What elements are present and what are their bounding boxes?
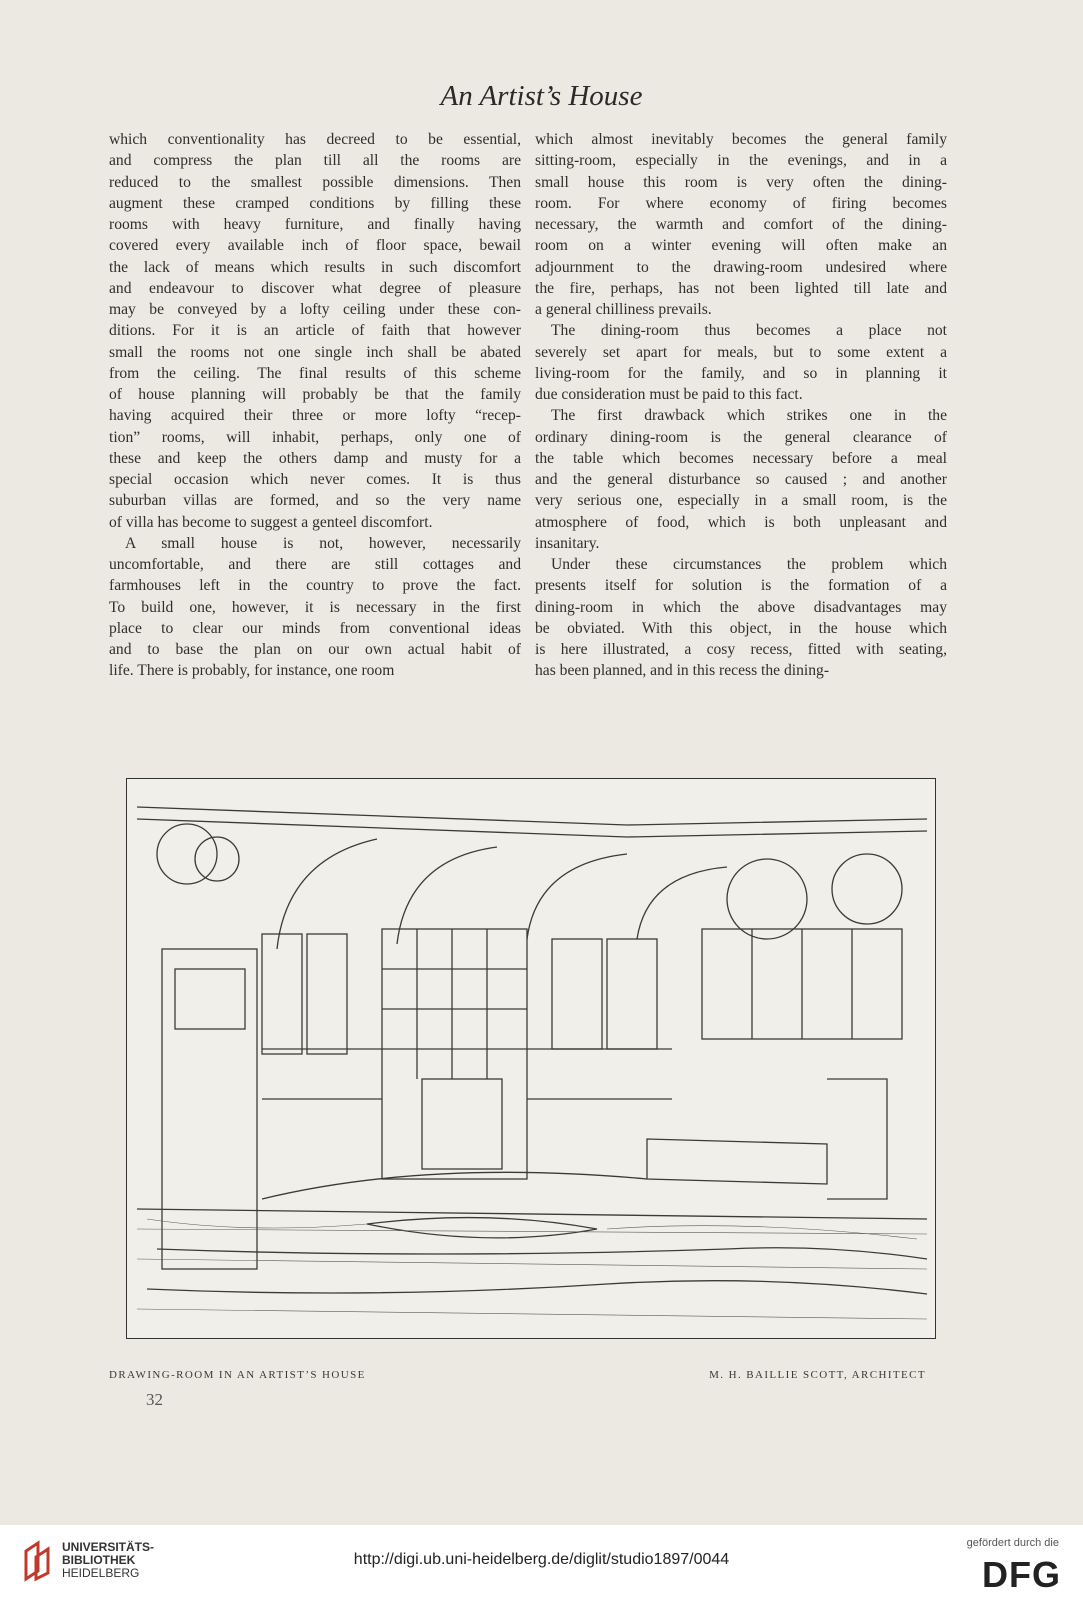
text-line: the lack of means which results in such discomfort — [109, 258, 521, 276]
text-line: small the rooms not one single inch shall be abated — [109, 343, 521, 361]
page-title: An Artist’s House — [440, 80, 643, 112]
page-number: 32 — [146, 1390, 163, 1409]
text-column-right — [535, 129, 947, 682]
illustration-drawing-room — [126, 778, 936, 1339]
text-line: which conventionality has decreed to be essential, — [109, 131, 521, 148]
text-line: the table which becomes necessary before a meal — [535, 449, 947, 467]
text-line: necessary, the warmth and comfort of the dining- — [535, 216, 947, 233]
text-line: a general chilliness prevails. — [535, 301, 712, 318]
text-line: and the general disturbance so caused ; and another — [535, 471, 947, 488]
text-line: Under these circumstances the problem which — [551, 556, 947, 573]
text-line: The first drawback which strikes one in the — [551, 407, 947, 425]
figure-caption-title: DRAWING-ROOM IN AN ARTIST’S HOUSE — [109, 1369, 366, 1381]
text-line: farmhouses left in the country to prove the fact. — [109, 577, 521, 595]
text-line: rooms with heavy furniture, and finally having — [109, 216, 521, 233]
text-line: adjournment to the drawing-room undesired where — [535, 258, 947, 276]
source-url-link[interactable]: http://digi.ub.uni-heidelberg.de/diglit/studio1897/0044 — [353, 1551, 730, 1568]
text-line: augment these cramped conditions by filling these — [109, 194, 521, 212]
text-line: ordinary dining-room is the general clearance of — [535, 428, 947, 446]
text-line: suburban villas are formed, and so the very name — [109, 492, 521, 510]
digitization-footer — [0, 1525, 1083, 1603]
text-line: insanitary. — [535, 534, 600, 552]
text-column-left — [109, 129, 521, 682]
text-line: be obviated. With this object, in the house which — [535, 619, 947, 637]
text-line: A small house is not, however, necessarily — [125, 534, 521, 552]
dfg-logo: DFG — [982, 1554, 1061, 1595]
text-line: which almost inevitably becomes the general family — [535, 131, 947, 148]
text-line: room. For where economy of firing becomes — [535, 194, 947, 212]
text-line: from the ceiling. The final results of this scheme — [109, 364, 521, 382]
text-line: has been planned, and in this recess the dining- — [535, 662, 830, 680]
text-line: uncomfortable, and there are still cottages and — [109, 556, 521, 573]
text-line: sitting-room, especially in the evenings, and in a — [535, 152, 947, 170]
library-line-1: UNIVERSITÄTS- — [62, 1540, 155, 1554]
text-line: atmosphere of food, which is both unpleasant and — [535, 513, 947, 531]
text-line: and endeavour to discover what degree of pleasure — [109, 279, 521, 297]
text-line: life. There is probably, for instance, one room — [109, 662, 395, 680]
text-line: and to base the plan on our own actual habit of — [109, 641, 521, 658]
text-line: of house planning will probably be that the family — [109, 386, 521, 403]
text-line: living-room for the family, and so in planning it — [535, 364, 947, 382]
library-line-3: HEIDELBERG — [62, 1566, 140, 1580]
text-line: To build one, however, it is necessary in the first — [109, 598, 521, 616]
text-line: these and keep the others damp and musty for a — [109, 449, 521, 467]
text-line: due consideration must be paid to this fact. — [535, 386, 803, 403]
figure-caption-credit: M. H. BAILLIE SCOTT, ARCHITECT — [709, 1369, 926, 1381]
text-line: special occasion which never comes. It is thus — [109, 471, 521, 488]
text-line: severely set apart for meals, but to some extent a — [535, 343, 947, 361]
text-line: room on a winter evening will often make an — [535, 237, 947, 255]
text-line: having acquired their three or more lofty “recep- — [109, 407, 521, 425]
text-line: dining-room in which the above disadvantages may — [535, 598, 947, 616]
text-line: small house this room is very often the dining- — [535, 173, 947, 191]
text-line: tion” rooms, will inhabit, perhaps, only one of — [109, 428, 521, 446]
text-line: is here illustrated, a cosy recess, fitted with seating, — [535, 641, 947, 658]
text-line: The dining-room thus becomes a place not — [551, 322, 947, 340]
text-line: place to clear our minds from conventional ideas — [109, 619, 521, 637]
funded-by-label: gefördert durch die — [966, 1537, 1059, 1549]
text-line: and compress the plan till all the rooms are — [109, 152, 521, 170]
text-line: may be conveyed by a lofty ceiling under these con- — [109, 301, 521, 318]
text-line: reduced to the smallest possible dimensions. Then — [109, 173, 521, 191]
text-line: of villa has become to suggest a genteel discomfort. — [109, 513, 433, 531]
drawing-room-sketch — [127, 779, 935, 1338]
text-line: the fire, perhaps, has not been lighted till late and — [535, 279, 947, 297]
library-line-2: BIBLIOTHEK — [62, 1553, 136, 1567]
text-line: presents itself for solution is the formation of a — [535, 577, 947, 595]
text-line: very serious one, especially in a small room, is the — [535, 492, 947, 510]
text-line: ditions. For it is an article of faith that however — [109, 322, 521, 340]
text-line: covered every available inch of floor space, bewail — [109, 237, 521, 255]
